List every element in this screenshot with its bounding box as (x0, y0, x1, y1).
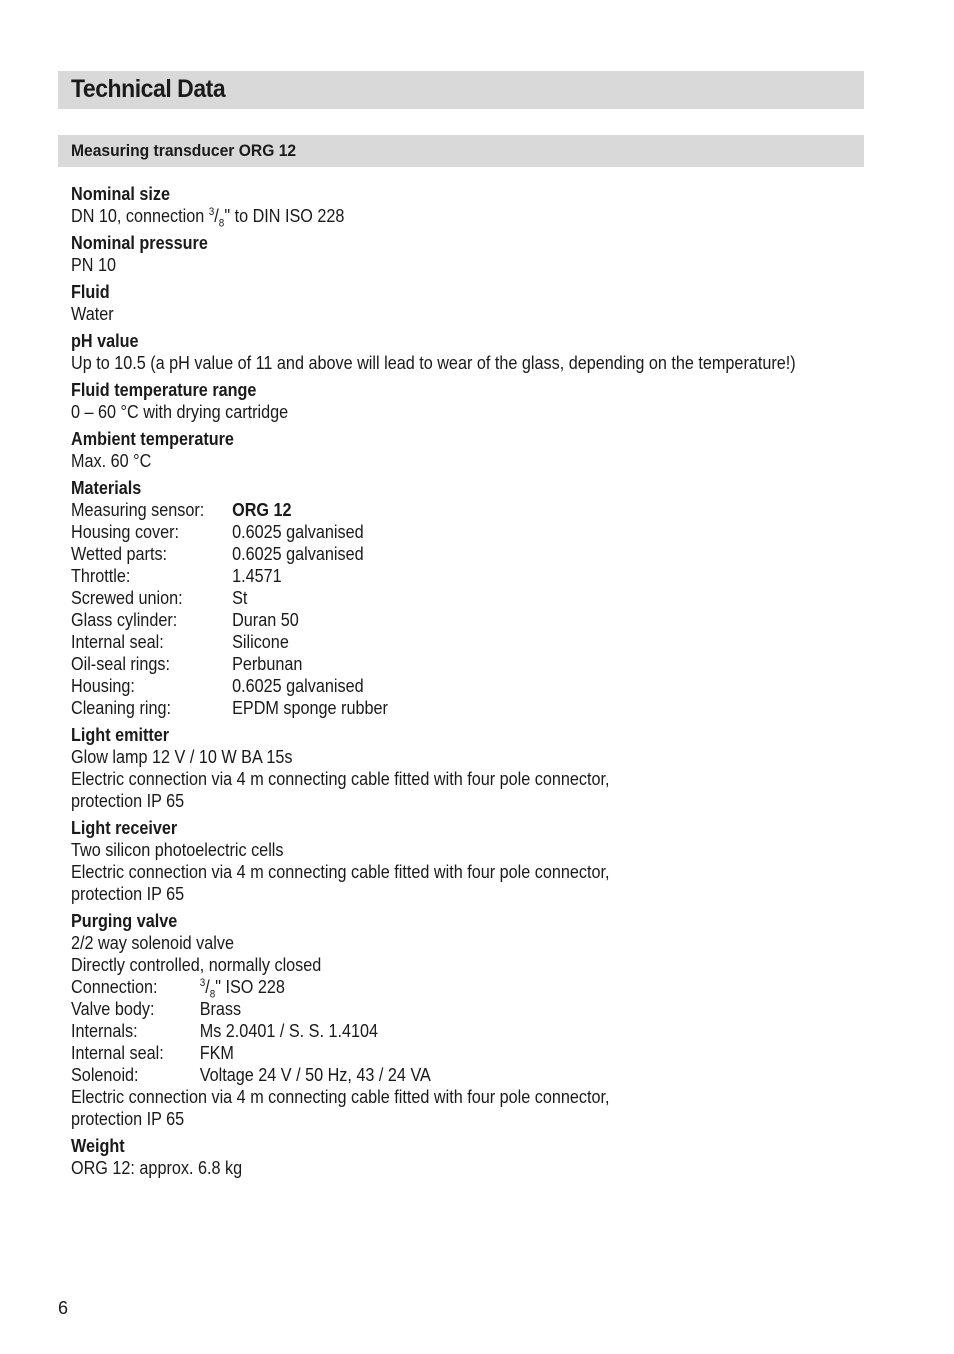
materials-row (71, 631, 863, 653)
materials-value: 0.6025 galvanised (232, 522, 364, 542)
materials-row (71, 587, 863, 609)
ph-label: pH value (71, 331, 139, 351)
page-title-bar (58, 71, 864, 109)
weight-value: ORG 12: approx. 6.8 kg (71, 1158, 243, 1178)
materials-row (71, 697, 863, 719)
materials-row (71, 675, 863, 697)
fluid-temperature-value: 0 – 60 °C with drying cartridge (71, 402, 289, 422)
purging-valve-footer-line: protection IP 65 (71, 1109, 185, 1129)
nominal-size-label: Nominal size (71, 184, 171, 204)
section-header-bar (58, 135, 864, 167)
materials-value: 0.6025 galvanised (232, 676, 364, 696)
purging-valve-row (71, 1042, 863, 1064)
materials-value: ORG 12 (232, 500, 292, 520)
fraction-three-eighths: $^3/_8$ (199, 977, 216, 1001)
materials-row (71, 521, 863, 543)
purging-valve-line: Directly controlled, normally closed (71, 955, 322, 975)
purging-valve-row (71, 1064, 863, 1086)
fluid-temperature-label: Fluid temperature range (71, 380, 257, 400)
fluid-block (71, 281, 863, 325)
nominal-pressure-block (71, 232, 863, 276)
light-receiver-line: Electric connection via 4 m connecting cable fitted with four pole connector, (71, 862, 610, 882)
light-receiver-label: Light receiver (71, 818, 178, 838)
nominal-size-suffix: " to DIN ISO 228 (224, 206, 345, 226)
weight-label: Weight (71, 1136, 125, 1156)
nominal-size-prefix: DN 10, connection (71, 206, 209, 226)
materials-value: Perbunan (232, 654, 303, 674)
materials-key: Housing: (71, 676, 135, 696)
page-number: 6 (58, 1298, 69, 1318)
nominal-pressure-label: Nominal pressure (71, 233, 208, 253)
materials-key: Measuring sensor: (71, 500, 205, 520)
fraction-denominator: 8 (218, 217, 225, 230)
purging-valve-value: Ms 2.0401 / S. S. 1.4104 (199, 1021, 379, 1041)
materials-row (71, 565, 863, 587)
nominal-size-value (71, 205, 863, 230)
purging-valve-footer-line: Electric connection via 4 m connecting cable fitted with four pole connector, (71, 1087, 610, 1107)
light-emitter-label: Light emitter (71, 725, 170, 745)
fluid-value: Water (71, 304, 114, 324)
light-receiver-block (71, 817, 863, 905)
connection-suffix: " ISO 228 (215, 977, 285, 997)
materials-row (71, 653, 863, 675)
purging-valve-label: Purging valve (71, 911, 178, 931)
fluid-label: Fluid (71, 282, 110, 302)
materials-key: Internal seal: (71, 632, 164, 652)
materials-value: Duran 50 (232, 610, 299, 630)
ambient-temperature-label: Ambient temperature (71, 429, 234, 449)
fraction-numerator: 3 (208, 206, 215, 218)
purging-valve-line: 2/2 way solenoid valve (71, 933, 234, 953)
ph-block (71, 330, 863, 374)
fraction-denominator: 8 (209, 988, 216, 1001)
purging-valve-value: Brass (199, 999, 242, 1019)
materials-key: Oil-seal rings: (71, 654, 171, 674)
materials-label: Materials (71, 478, 142, 498)
technical-data-content (71, 183, 861, 1184)
materials-value: EPDM sponge rubber (232, 698, 388, 718)
page-title: Technical Data (71, 75, 226, 103)
light-receiver-line: Two silicon photoelectric cells (71, 840, 284, 860)
materials-row (71, 609, 863, 631)
purging-valve-key: Internal seal: (71, 1043, 164, 1063)
fraction-three-eighths: $^3/_8$ (208, 206, 225, 230)
light-receiver-line: protection IP 65 (71, 884, 185, 904)
materials-block (71, 477, 863, 719)
light-emitter-line: Electric connection via 4 m connecting cable fitted with four pole connector, (71, 769, 610, 789)
materials-key: Housing cover: (71, 522, 180, 542)
purging-valve-key: Valve body: (71, 999, 155, 1019)
materials-value: 0.6025 galvanised (232, 544, 364, 564)
purging-valve-connection-row (71, 976, 863, 1001)
purging-valve-value: FKM (199, 1043, 234, 1063)
materials-row (71, 543, 863, 565)
light-emitter-block (71, 724, 863, 812)
purging-valve-key: Internals: (71, 1021, 138, 1041)
materials-value: Silicone (232, 632, 289, 652)
ambient-temperature-block (71, 428, 863, 472)
weight-block (71, 1135, 863, 1179)
materials-key: Screwed union: (71, 588, 183, 608)
materials-row (71, 499, 863, 521)
fluid-temperature-block (71, 379, 863, 423)
nominal-pressure-value: PN 10 (71, 255, 117, 275)
purging-valve-value: Voltage 24 V / 50 Hz, 43 / 24 VA (199, 1065, 431, 1085)
materials-value: St (232, 588, 248, 608)
purging-valve-block (71, 910, 863, 1130)
purging-valve-key: Connection: (71, 977, 158, 997)
materials-key: Wetted parts: (71, 544, 168, 564)
light-emitter-line: protection IP 65 (71, 791, 185, 811)
materials-key: Cleaning ring: (71, 698, 171, 718)
ambient-temperature-value: Max. 60 °C (71, 451, 152, 471)
purging-valve-row (71, 1020, 863, 1042)
ph-value: Up to 10.5 (a pH value of 11 and above will lead to wear of the glass, depending on the temperature!) (71, 353, 796, 373)
purging-valve-connection-value (199, 976, 285, 1001)
fraction-numerator: 3 (199, 977, 206, 989)
section-title: Measuring transducer ORG 12 (71, 141, 297, 160)
materials-value: 1.4571 (232, 566, 282, 586)
nominal-size-block (71, 183, 863, 230)
light-emitter-line: Glow lamp 12 V / 10 W BA 15s (71, 747, 293, 767)
materials-key: Glass cylinder: (71, 610, 178, 630)
purging-valve-row (71, 998, 863, 1020)
materials-key: Throttle: (71, 566, 131, 586)
purging-valve-key: Solenoid: (71, 1065, 139, 1085)
